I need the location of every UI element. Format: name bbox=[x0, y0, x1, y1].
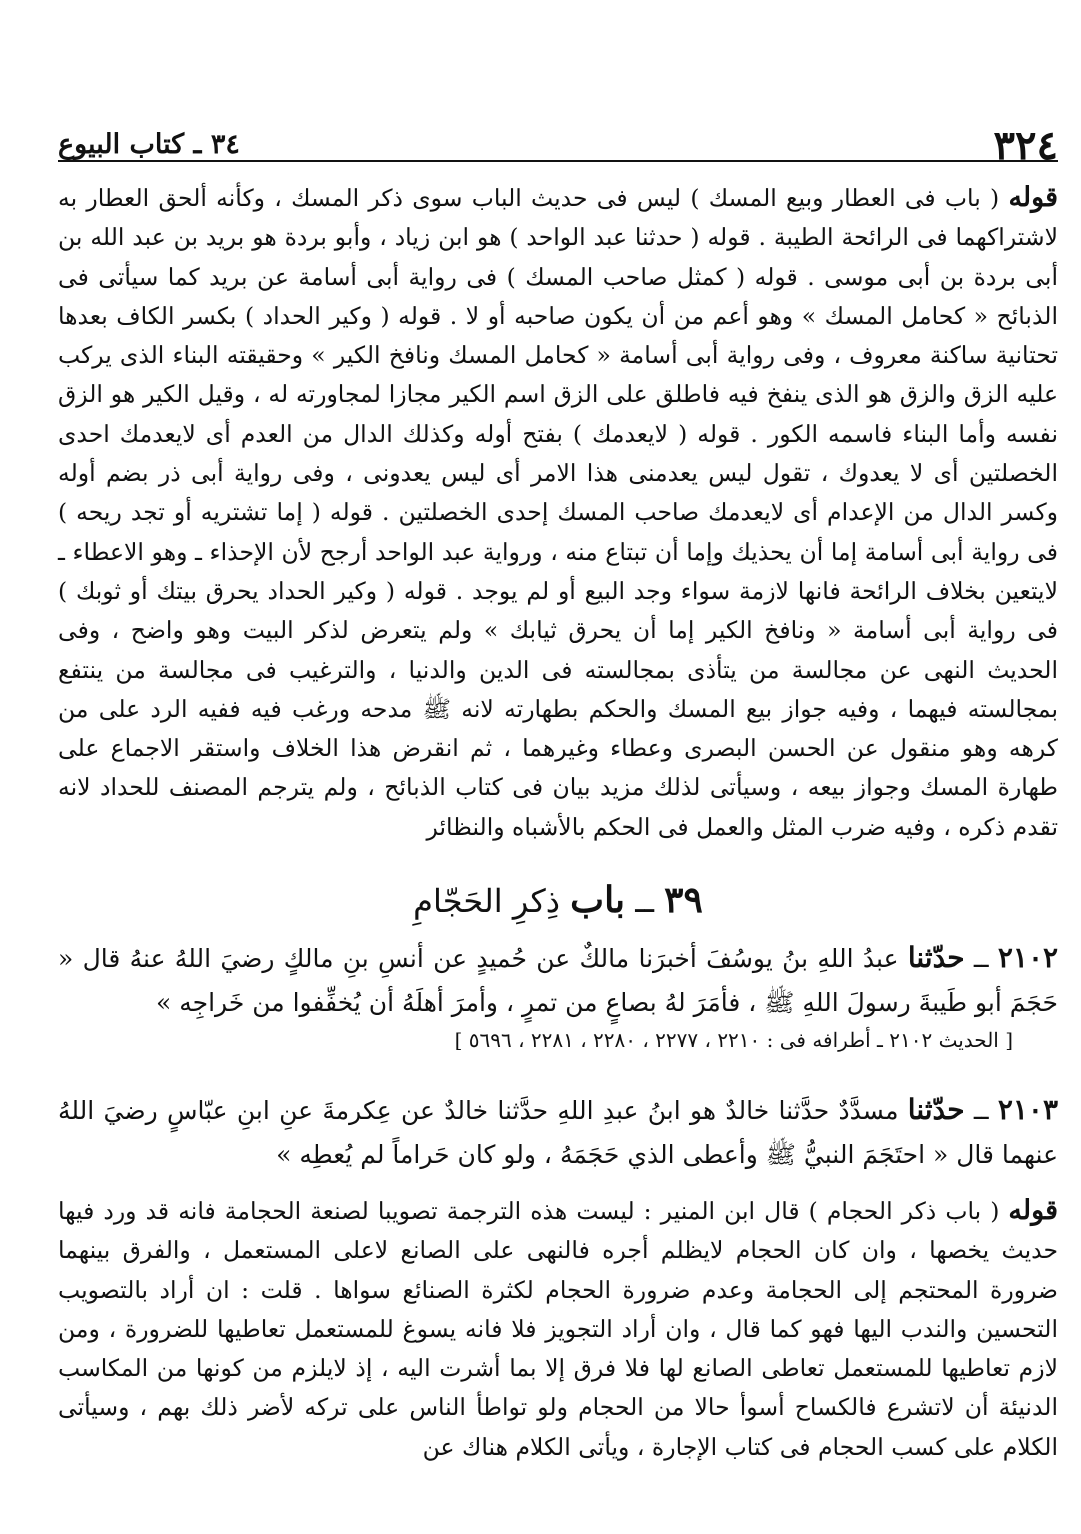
hadith-opening: حدّثنا bbox=[907, 1093, 965, 1126]
chapter-bab: باب bbox=[570, 879, 626, 921]
chapter-title: ذِكرِ الحَجّامِ bbox=[413, 882, 560, 920]
commentary-text: ( باب فى العطار وبيع المسك ) ليس فى حديث الباب سوى ذكر المسك ، وكأنه ألحق العطار به لاشتراكهما فى الرائحة الطيبة . قوله ( حدثنا عبد الواحد ) هو ابن زياد ، وأبو بردة هو بريد بن عبد الله بن أبى بردة بن أبى موسى . قوله ( كمثل صاحب المسك ) فى رواية أبى أسامة عن بريد كما سيأتى فى الذبائح « كحامل المسك » وهو أعم من أن يكون صاحبه أو لا . قوله ( وكير الحداد ) بكسر الكاف بعدها تحتانية ساكنة معروف ، وفى رواية أبى أسامة « كحامل المسك ونافخ الكير » وحقيقته البناء الذى يركب عليه الزق والزق هو الذى ينفخ فيه فاطلق على الزق اسم الكير مجازا لمجاورته له ، وقيل الكير هو الزق نفسه وأما البناء فاسمه الكور . قوله ( لايعدمك ) بفتح أوله وكذلك الدال من العدم أى لايعدمك احدى الخصلتين أى لا يعدوك ، تقول ليس يعدمنى هذا الامر أى ليس يعدونى ، وفى رواية أبى ذر بضم أوله وكسر الدال من الإعدام أى لايعدمك صاحب المسك إحدى الخصلتين . قوله ( إما تشتريه أو تجد ريحه ) فى رواية أبى أسامة إما أن يحذيك وإما أن تبتاع منه ، ورواية عبد الواحد أرجح لأن الإحذاء ـ وهو الاعطاء ـ لايتعين بخلاف الرائحة فانها لازمة سواء وجد البيع أو لم يوجد . قوله ( وكير الحداد يحرق بيتك أو ثوبك ) فى رواية أبى أسامة « ونافخ الكير إما أن يحرق ثيابك » ولم يتعرض لذكر البيت وهو واضح ، وفى الحديث النهى عن مجالسة من يتأذى بمجالسته فى الدين والدنيا ، والترغيب فى مجالسة من ينتفع بمجالسته فيهما ، وفيه جواز بيع المسك والحكم بطهارته لانه ﷺ مدحه ورغب فيه ففيه الرد على من كرهه وهو منقول عن الحسن البصرى وعطاء وغيرهما ، ثم انقرض هذا الخلاف واستقر الاجماع على طهارة المسك وجواز بيعه ، وسيأتى لذلك مزيد بيان فى كتاب الذبائح ، ولم يترجم المصنف للحداد لانه تقدم ذكره ، وفيه ضرب المثل والعمل فى الحكم بالأشباه والنظائر bbox=[58, 184, 1058, 841]
hadith-separator: ــ bbox=[973, 1096, 989, 1125]
page-header bbox=[58, 118, 1058, 168]
hadith-cross-references: [ الحديث ٢١٠٢ ـ أطرافه فى : ٢٢١٠ ، ٢٢٧٧ ، ٢٢٨٠ ، ٢٢٨١ ، ٥٦٩٦ ] bbox=[454, 1028, 1013, 1052]
running-head: ٣٤ ـ كتاب البيوع bbox=[58, 129, 240, 160]
chapter-number: ٣٩ bbox=[664, 879, 703, 921]
hadith-number: ٢١٠٢ bbox=[997, 941, 1059, 974]
page-number: ٣٢٤ bbox=[993, 122, 1058, 169]
hadith-2102 bbox=[58, 936, 1058, 1025]
commentary-label: قوله bbox=[1008, 182, 1058, 213]
hadith-text: عبدُ اللهِ بنُ يوسُفَ أخبرَنا مالكٌ عن حُميدٍ عن أنسِ بنِ مالكٍ رضيَ اللهُ عنهُ قال « حَجَمَ أبو طَيبةَ رسولَ اللهِ ﷺ ، فأمَرَ لهُ بصاعٍ من تمرٍ ، وأمرَ أهلَهُ أن يُخفِّفوا من خَراجِه » bbox=[58, 944, 1058, 1017]
commentary-label: قوله bbox=[1008, 1195, 1058, 1226]
hadith-text: مسدَّدٌ حدَّثنا خالدٌ هو ابنُ عبدِ اللهِ حدَّثنا خالدٌ عن عِكرمةَ عنِ ابنِ عبّاسٍ رضيَ اللهُ عنهما قال « احتَجَمَ النبيُّ ﷺ وأعطى الذي حَجَمَهُ ، ولو كان حَراماً لم يُعطِه » bbox=[58, 1096, 1058, 1169]
commentary-text: ( باب ذكر الحجام ) قال ابن المنير : ليست هذه الترجمة تصويبا لصنعة الحجامة فانه قد ورد فيها حديث يخصها ، وان كان الحجام لايظلم أجره فالنهى على الصانع لاعلى المستعمل ، والفرق بينهما ضرورة المحتجم إلى الحجامة وعدم ضرورة الحجام لكثرة الصنائع سواها . قلت : ان أراد بالتصويب التحسين والندب اليها فهو كما قال ، وان أراد التجويز فلا فانه يسوغ للمستعمل تعاطيها للضرورة ، ومن لازم تعاطيها للمستعمل تعاطى الصانع لها فلا فرق إلا بما أشرت اليه ، إذ لايلزم من كونها من المكاسب الدنيئة أن لاتشرع فالكساح أسوأ حالا من الحجام ولو تواطأ الناس على تركه لأضر ذلك بهم ، وسيأتى الكلام على كسب الحجام فى كتاب الإجارة ، ويأتى الكلام هناك عن bbox=[58, 1197, 1058, 1461]
hadith-2103 bbox=[58, 1088, 1058, 1177]
hadith-number: ٢١٠٣ bbox=[997, 1093, 1058, 1126]
chapter-heading bbox=[58, 880, 1058, 921]
commentary-bottom bbox=[58, 1191, 1058, 1467]
commentary-top bbox=[58, 178, 1058, 847]
hadith-separator: ــ bbox=[973, 944, 989, 973]
chapter-separator: ــ bbox=[635, 882, 654, 920]
book-page bbox=[58, 118, 1058, 1518]
hadith-opening: حدّثنا bbox=[907, 941, 965, 974]
header-rule bbox=[58, 160, 1058, 162]
